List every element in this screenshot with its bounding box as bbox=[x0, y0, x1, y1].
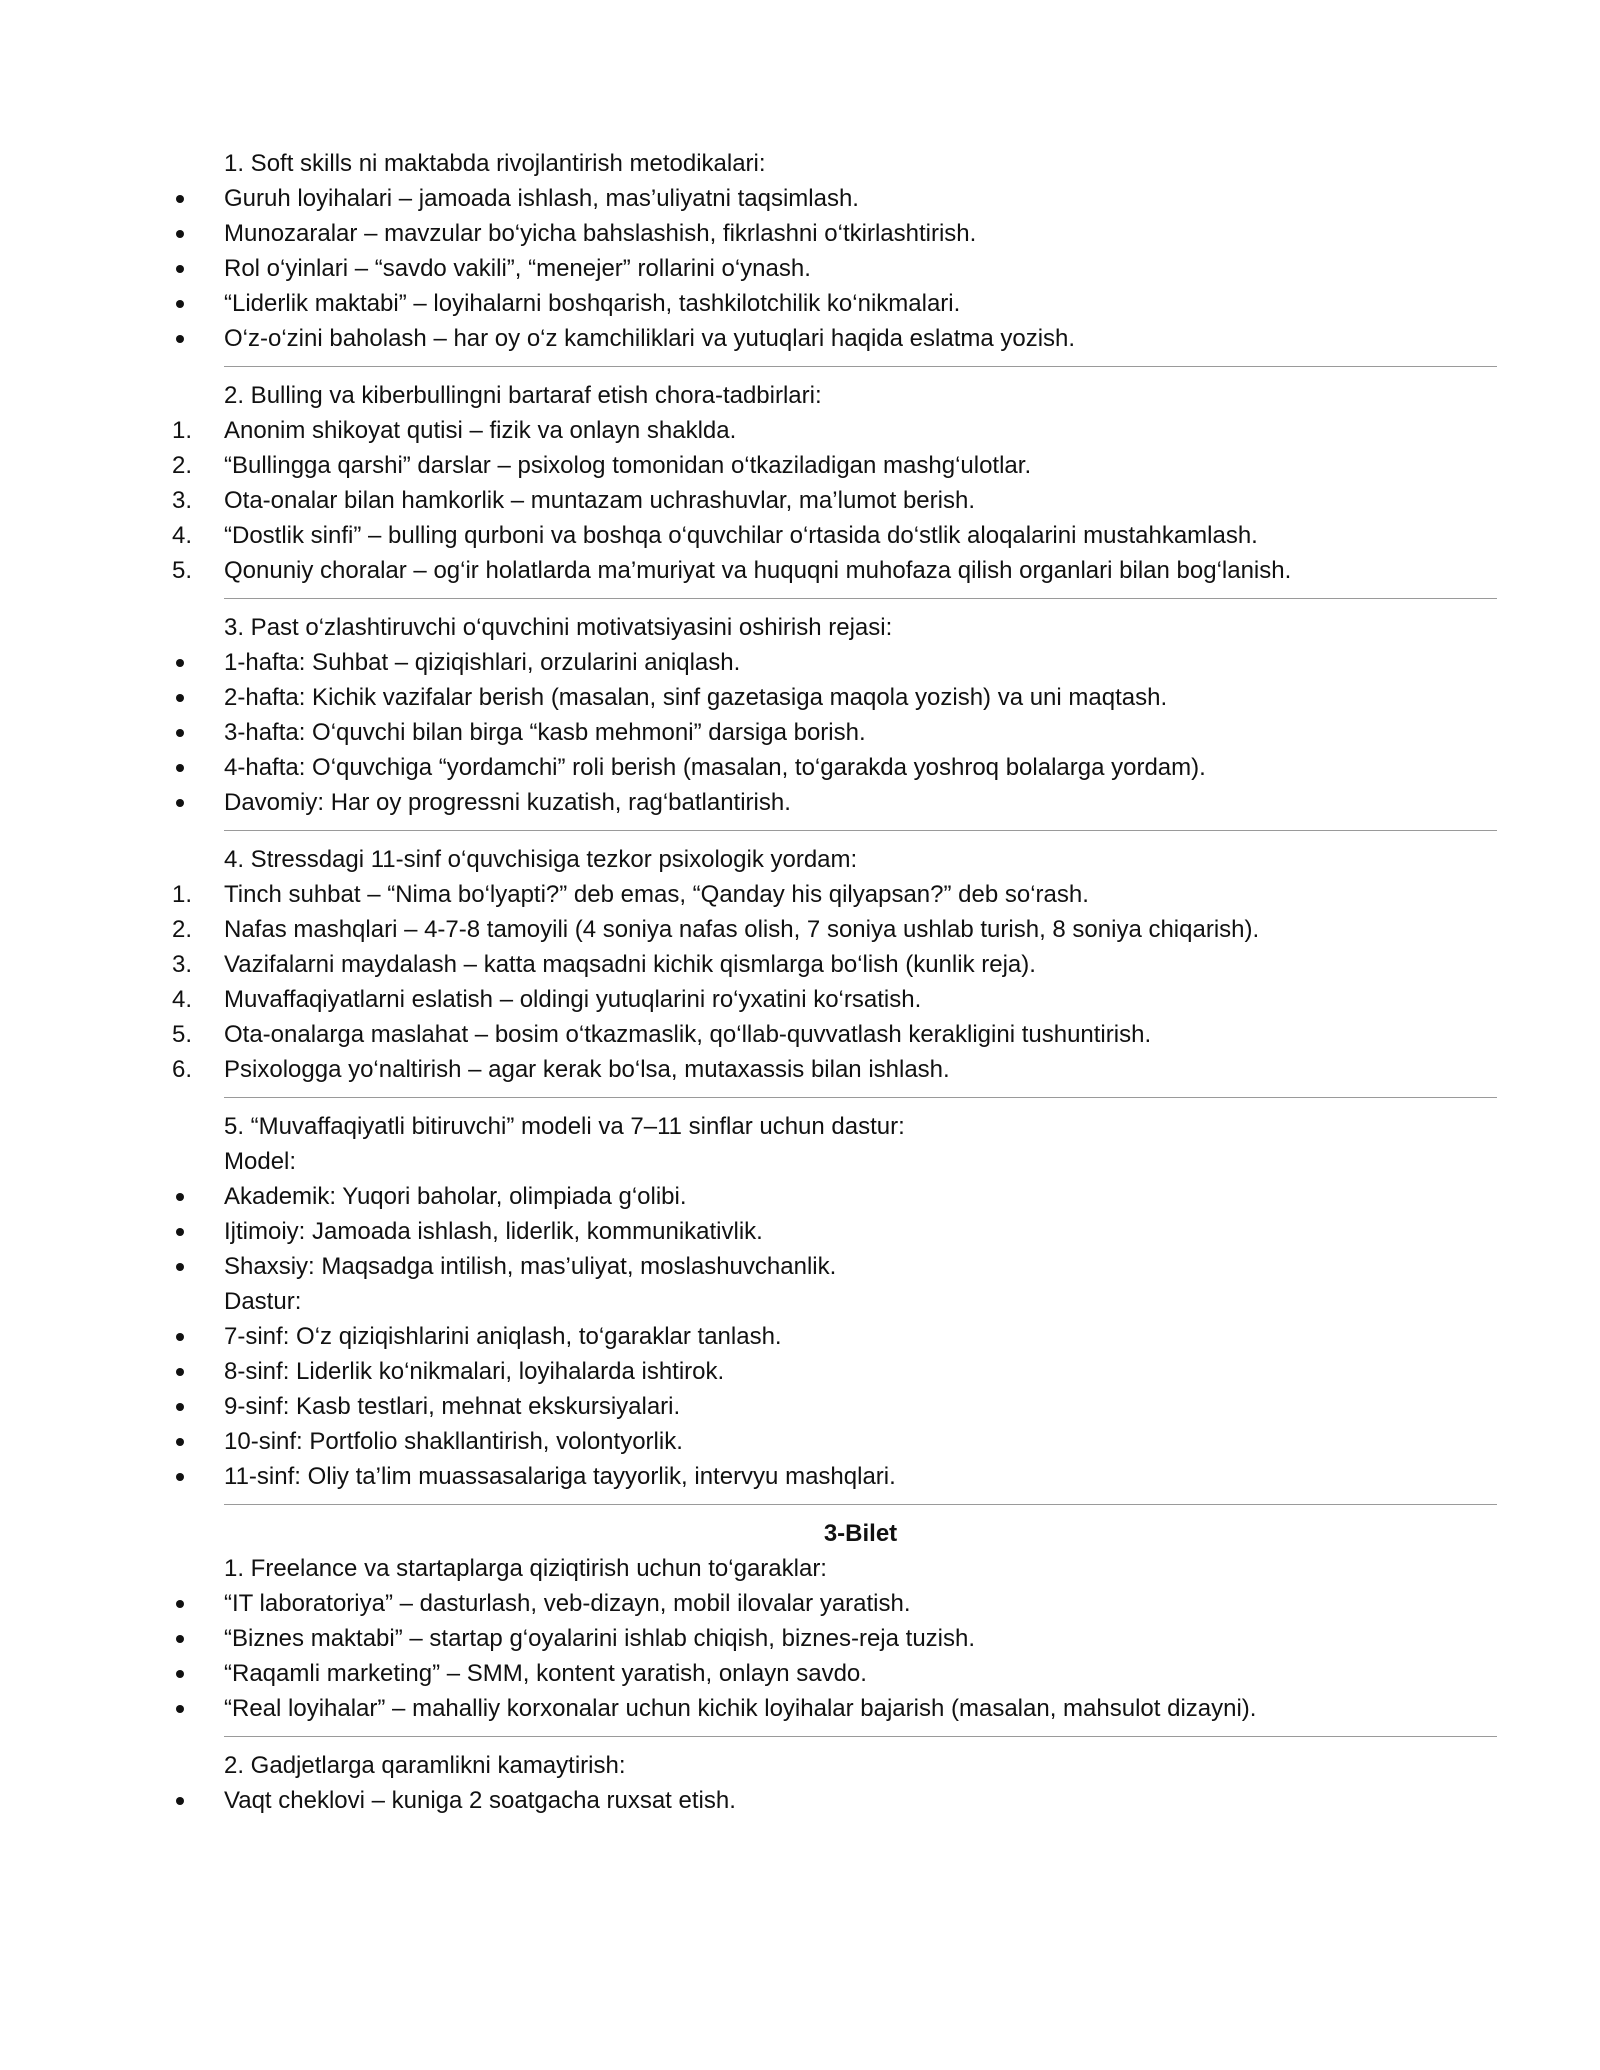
section-divider bbox=[172, 1726, 1497, 1748]
list-item: 10-sinf: Portfolio shakllantirish, volontyorlik. bbox=[172, 1424, 1497, 1459]
section-heading: 1. Soft skills ni maktabda rivojlantirish metodikalari: bbox=[224, 150, 766, 177]
section-divider bbox=[172, 1087, 1497, 1109]
ticket-title: 3-Bilet bbox=[823, 1520, 898, 1547]
list-item: 2. Nafas mashqlari – 4-7-8 tamoyili (4 soniya nafas olish, 7 soniya ushlab turish, 8 soniya chiqarish). bbox=[172, 912, 1497, 947]
list-item: Vaqt cheklovi – kuniga 2 soatgacha ruxsat etish. bbox=[172, 1783, 1497, 1818]
list-item: 4. “Dostlik sinfi” – bulling qurboni va boshqa o‘quvchilar o‘rtasida do‘stlik aloqalarini mustahkamlash. bbox=[172, 518, 1497, 553]
list-number: 5. bbox=[172, 1021, 193, 1048]
list-item: 5. Qonuniy choralar – og‘ir holatlarda ma’muriyat va huquqni muhofaza qilish organlari bilan bog‘lanish. bbox=[172, 553, 1497, 588]
list-item: O‘z-o‘zini baholash – har oy o‘z kamchiliklari va yutuqlari haqida eslatma yozish. bbox=[172, 321, 1497, 356]
bullet-icon bbox=[176, 1228, 184, 1236]
bullet-icon bbox=[176, 659, 184, 667]
section-heading: 2. Gadjetlarga qaramlikni kamaytirish: bbox=[224, 1752, 626, 1779]
bullet-icon bbox=[176, 1600, 184, 1608]
list-item: “Liderlik maktabi” – loyihalarni boshqarish, tashkilotchilik ko‘nikmalari. bbox=[172, 286, 1497, 321]
bullet-icon bbox=[176, 694, 184, 702]
bullet-icon bbox=[176, 1670, 184, 1678]
section-divider bbox=[172, 1494, 1497, 1516]
bullet-icon bbox=[176, 230, 184, 238]
list-item: Shaxsiy: Maqsadga intilish, mas’uliyat, moslashuvchanlik. bbox=[172, 1249, 1497, 1284]
section-heading: 1. Freelance va startaplarga qiziqtirish uchun to‘garaklar: bbox=[224, 1555, 827, 1582]
bullet-icon bbox=[176, 335, 184, 343]
document-body bbox=[172, 146, 1497, 1818]
bullet-icon bbox=[176, 764, 184, 772]
list-item: Davomiy: Har oy progressni kuzatish, rag‘batlantirish. bbox=[172, 785, 1497, 820]
list-item: 8-sinf: Liderlik ko‘nikmalari, loyihalarda ishtirok. bbox=[172, 1354, 1497, 1389]
list-number: 4. bbox=[172, 522, 193, 549]
bullet-icon bbox=[176, 1368, 184, 1376]
list-item: 6. Psixologga yo‘naltirish – agar kerak bo‘lsa, mutaxassis bilan ishlash. bbox=[172, 1052, 1497, 1087]
list-number: 3. bbox=[172, 487, 193, 514]
bullet-icon bbox=[176, 195, 184, 203]
list-item: Akademik: Yuqori baholar, olimpiada g‘olibi. bbox=[172, 1179, 1497, 1214]
bullet-icon bbox=[176, 799, 184, 807]
list-number: 4. bbox=[172, 986, 193, 1013]
list-number: 5. bbox=[172, 557, 193, 584]
bullet-icon bbox=[176, 1635, 184, 1643]
list-item: 2-hafta: Kichik vazifalar berish (masalan, sinf gazetasiga maqola yozish) va uni maqtash. bbox=[172, 680, 1497, 715]
bullet-icon bbox=[176, 1403, 184, 1411]
list-number: 6. bbox=[172, 1056, 193, 1083]
list-item: “Raqamli marketing” – SMM, kontent yaratish, onlayn savdo. bbox=[172, 1656, 1497, 1691]
bullet-icon bbox=[176, 300, 184, 308]
list-item: 4-hafta: O‘quvchiga “yordamchi” roli berish (masalan, to‘garakda yoshroq bolalarga yordam). bbox=[172, 750, 1497, 785]
list-item: 4. Muvaffaqiyatlarni eslatish – oldingi yutuqlarini ro‘yxatini ko‘rsatish. bbox=[172, 982, 1497, 1017]
list-item: 3-hafta: O‘quvchi bilan birga “kasb mehmoni” darsiga borish. bbox=[172, 715, 1497, 750]
list-item: “Biznes maktabi” – startap g‘oyalarini ishlab chiqish, biznes-reja tuzish. bbox=[172, 1621, 1497, 1656]
bullet-icon bbox=[176, 1438, 184, 1446]
list-item: “IT laboratoriya” – dasturlash, veb-dizayn, mobil ilovalar yaratish. bbox=[172, 1586, 1497, 1621]
section-divider bbox=[172, 588, 1497, 610]
section-heading: 3. Past o‘zlashtiruvchi o‘quvchini motivatsiyasini oshirish rejasi: bbox=[224, 614, 893, 641]
list-item: 3. Ota-onalar bilan hamkorlik – muntazam uchrashuvlar, ma’lumot berish. bbox=[172, 483, 1497, 518]
list-item: 9-sinf: Kasb testlari, mehnat ekskursiyalari. bbox=[172, 1389, 1497, 1424]
bullet-icon bbox=[176, 1705, 184, 1713]
bullet-icon bbox=[176, 1473, 184, 1481]
list-item: 7-sinf: O‘z qiziqishlarini aniqlash, to‘garaklar tanlash. bbox=[172, 1319, 1497, 1354]
section-divider bbox=[172, 820, 1497, 842]
program-label: Dastur: bbox=[224, 1288, 302, 1315]
list-item: Ijtimoiy: Jamoada ishlash, liderlik, kommunikativlik. bbox=[172, 1214, 1497, 1249]
section-divider bbox=[172, 356, 1497, 378]
list-item: 1. Tinch suhbat – “Nima bo‘lyapti?” deb emas, “Qanday his qilyapsan?” deb so‘rash. bbox=[172, 877, 1497, 912]
bullet-icon bbox=[176, 265, 184, 273]
list-item: 2. “Bullingga qarshi” darslar – psixolog tomonidan o‘tkaziladigan mashg‘ulotlar. bbox=[172, 448, 1497, 483]
bullet-icon bbox=[176, 1193, 184, 1201]
list-item: 1. Anonim shikoyat qutisi – fizik va onlayn shaklda. bbox=[172, 413, 1497, 448]
section-heading: 5. “Muvaffaqiyatli bitiruvchi” modeli va 7–11 sinflar uchun dastur: bbox=[224, 1113, 905, 1140]
list-number: 3. bbox=[172, 951, 193, 978]
list-item: Munozaralar – mavzular bo‘yicha bahslashish, fikrlashni o‘tkirlashtirish. bbox=[172, 216, 1497, 251]
list-item: Guruh loyihalari – jamoada ishlash, mas’uliyatni taqsimlash. bbox=[172, 181, 1497, 216]
list-item: 11-sinf: Oliy ta’lim muassasalariga tayyorlik, intervyu mashqlari. bbox=[172, 1459, 1497, 1494]
list-item: 3. Vazifalarni maydalash – katta maqsadni kichik qismlarga bo‘lish (kunlik reja). bbox=[172, 947, 1497, 982]
list-number: 1. bbox=[172, 417, 193, 444]
list-number: 2. bbox=[172, 916, 193, 943]
section-heading: 2. Bulling va kiberbullingni bartaraf etish chora-tadbirlari: bbox=[224, 382, 822, 409]
list-item: “Real loyihalar” – mahalliy korxonalar uchun kichik loyihalar bajarish (masalan, mahsulot dizayni). bbox=[172, 1691, 1497, 1726]
bullet-icon bbox=[176, 729, 184, 737]
list-item: Rol o‘yinlari – “savdo vakili”, “menejer” rollarini o‘ynash. bbox=[172, 251, 1497, 286]
model-label: Model: bbox=[224, 1148, 297, 1175]
list-item: 1-hafta: Suhbat – qiziqishlari, orzularini aniqlash. bbox=[172, 645, 1497, 680]
list-number: 1. bbox=[172, 881, 193, 908]
bullet-icon bbox=[176, 1263, 184, 1271]
section-heading: 4. Stressdagi 11-sinf o‘quvchisiga tezkor psixologik yordam: bbox=[224, 846, 858, 873]
list-item: 5. Ota-onalarga maslahat – bosim o‘tkazmaslik, qo‘llab-quvvatlash kerakligini tushuntirish. bbox=[172, 1017, 1497, 1052]
bullet-icon bbox=[176, 1797, 184, 1805]
bullet-icon bbox=[176, 1333, 184, 1341]
list-number: 2. bbox=[172, 452, 193, 479]
